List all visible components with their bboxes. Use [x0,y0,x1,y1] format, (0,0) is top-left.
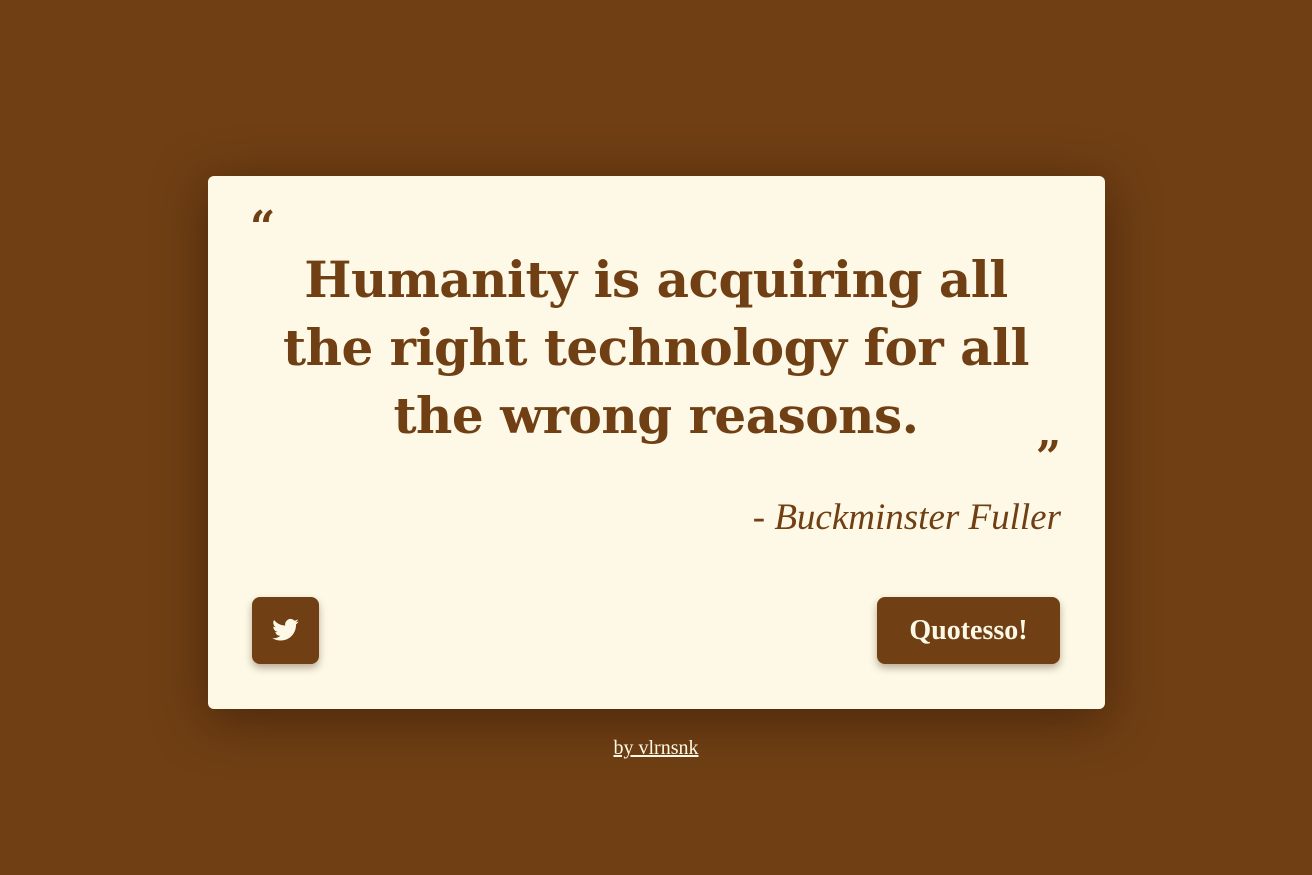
close-quote-mark: ” [1035,432,1061,483]
quote-text: Humanity is acquiring all the right technology for all the wrong reasons. [283,250,1029,445]
open-quote-mark: “ [250,202,276,253]
author-credit-link[interactable]: by vlrnsnk [613,737,699,759]
twitter-icon [271,616,300,645]
quote-author: - Buckminster Fuller [752,497,1061,538]
tweet-quote-button[interactable] [252,597,319,664]
footer-credit [0,737,1312,760]
new-quote-button[interactable]: Quotesso! [877,597,1060,664]
quote-card [208,176,1105,709]
